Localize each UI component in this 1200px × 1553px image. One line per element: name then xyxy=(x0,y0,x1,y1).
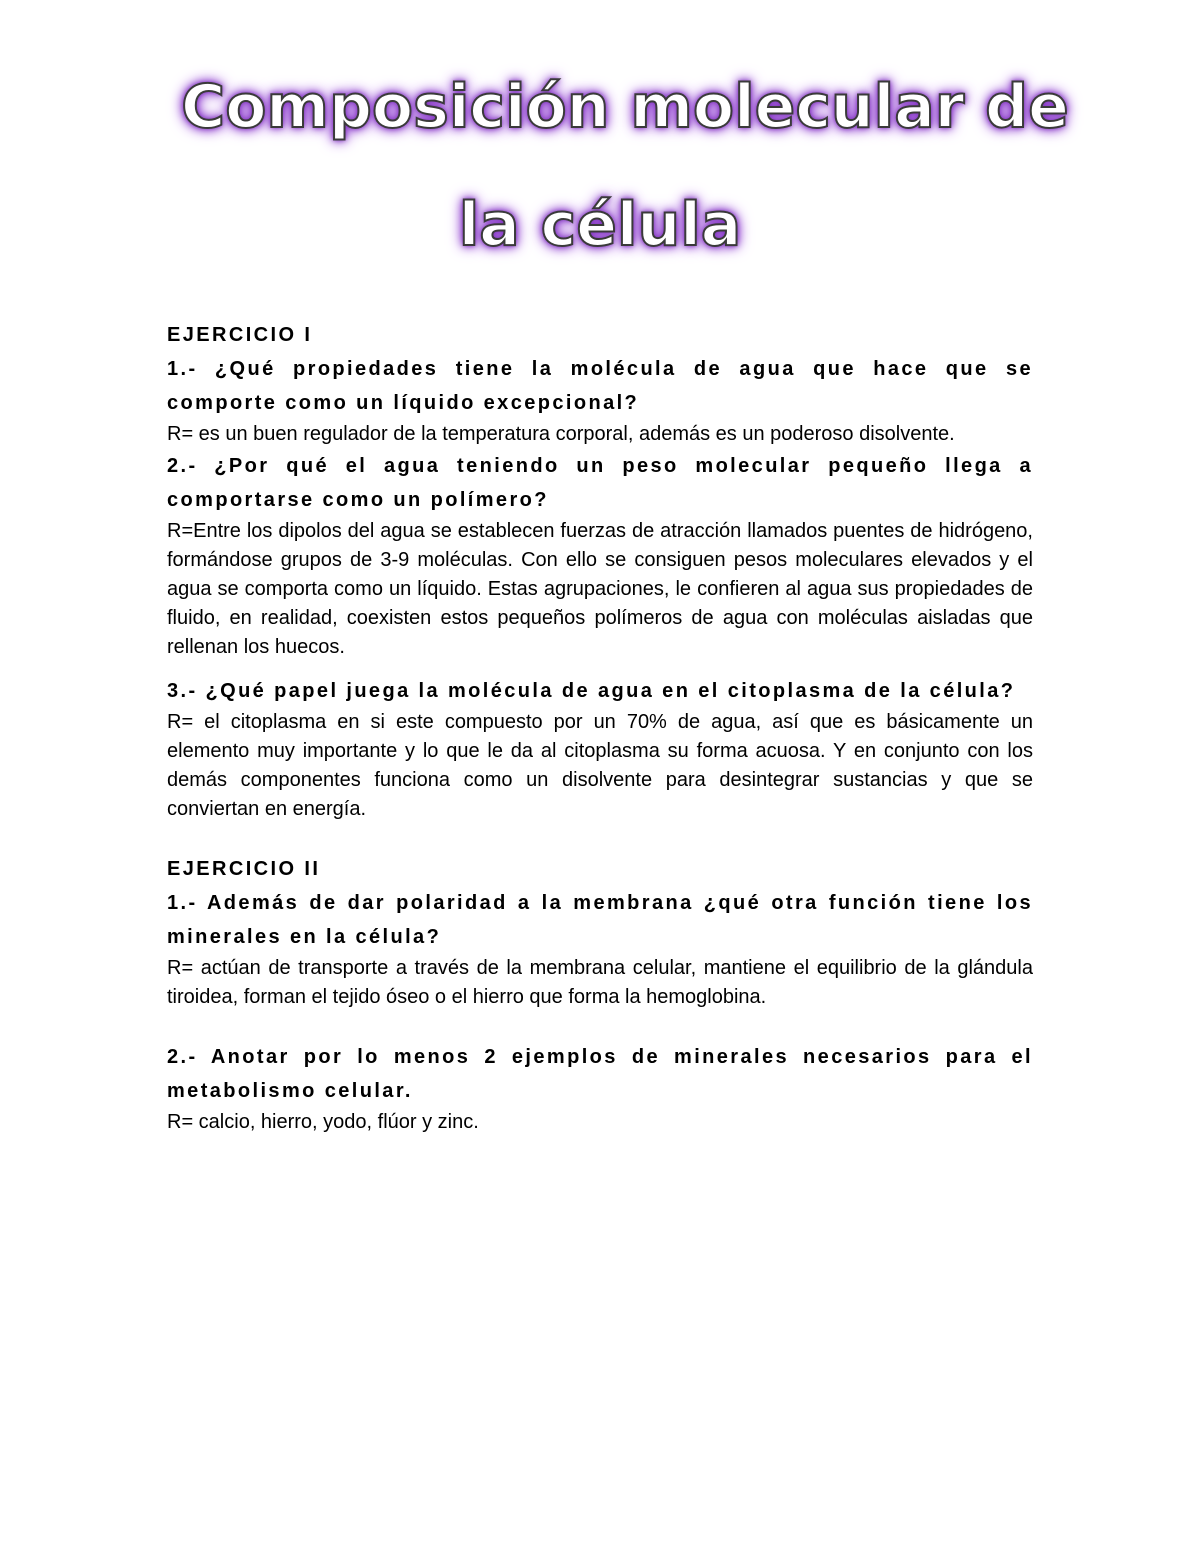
exercise-2-answer-1: R= actúan de transporte a través de la membrana celular, mantiene el equilibrio de la glándula tiroidea, forman el tejido óseo o el hierro que forma la hemoglobina. xyxy=(167,957,1033,1008)
document-title-line-2: la célula xyxy=(458,190,742,260)
exercise-1-question-2: 2.- ¿Por qué el agua teniendo un peso molecular pequeño llega a comportarse como un polímero? xyxy=(167,455,1033,511)
exercise-1-answer-2: R=Entre los dipolos del agua se establecen fuerzas de atracción llamados puentes de hidrógeno, formándose grupos de 3-9 moléculas. Con ello se consiguen pesos moleculares elevados y el agua se comporta como un líquido. Estas agrupaciones, le confieren al agua sus propiedades de fluido, en realidad, coexisten estos pequeños polímeros de agua con moléculas aisladas que rellenan los huecos. xyxy=(167,520,1033,658)
document-body xyxy=(167,318,1033,1137)
exercise-1-heading: EJERCICIO I xyxy=(167,324,313,346)
exercise-2-answer-2: R= calcio, hierro, yodo, flúor y zinc. xyxy=(167,1111,479,1133)
exercise-2-question-2: 2.- Anotar por lo menos 2 ejemplos de minerales necesarios para el metabolismo celular. xyxy=(167,1046,1033,1102)
exercise-2-question-1: 1.- Además de dar polaridad a la membrana ¿qué otra función tiene los minerales en la célula? xyxy=(167,892,1033,948)
exercise-2-heading: EJERCICIO II xyxy=(167,858,321,880)
exercise-1-answer-1: R= es un buen regulador de la temperatura corporal, además es un poderoso disolvente. xyxy=(167,423,955,445)
document-title-line-1: Composición molecular de xyxy=(181,72,1069,142)
exercise-1-question-1: 1.- ¿Qué propiedades tiene la molécula de agua que hace que se comporte como un líquido excepcional? xyxy=(167,358,1033,414)
exercise-1-question-3: 3.- ¿Qué papel juega la molécula de agua en el citoplasma de la célula? xyxy=(167,680,1016,702)
exercise-1-answer-3: R= el citoplasma en si este compuesto por un 70% de agua, así que es básicamente un elemento muy importante y lo que le da al citoplasma su forma acuosa. Y en conjunto con los demás componentes funciona como un disolvente para desintegrar sustancias y que se conviertan en energía. xyxy=(167,711,1033,820)
